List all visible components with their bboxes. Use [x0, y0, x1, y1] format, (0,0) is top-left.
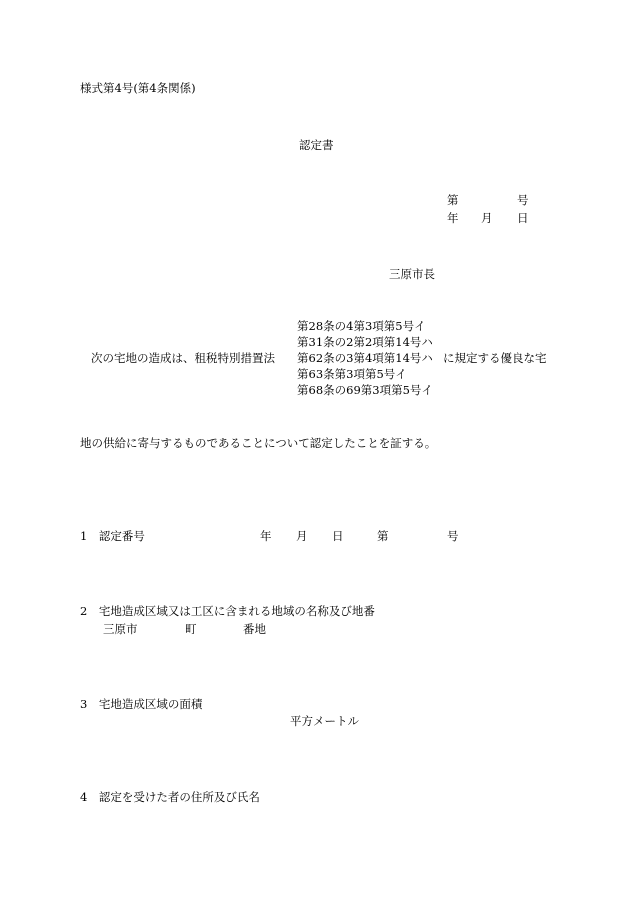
item1-number-prefix: 第 — [377, 529, 389, 543]
item4-label: 4 認定を受けた者の住所及び氏名 — [80, 790, 260, 804]
item1-year: 年 — [260, 529, 272, 543]
form-number: 様式第4号(第4条関係) — [80, 81, 196, 95]
item1-day: 日 — [332, 529, 344, 543]
item2-city: 三原市 — [103, 622, 138, 636]
body-trail: に規定する優良な宅 — [443, 351, 547, 365]
reference-year: 年 — [447, 211, 459, 225]
reference-number-prefix: 第 — [447, 193, 459, 207]
document-title: 認定書 — [299, 138, 334, 152]
reference-number-suffix: 号 — [517, 193, 529, 207]
item3-unit: 平方メートル — [290, 714, 359, 728]
reference-day: 日 — [517, 211, 529, 225]
provision-item: 第28条の4第3項第5号イ — [297, 319, 426, 333]
issuer: 三原市長 — [389, 267, 435, 281]
body-lead: 次の宅地の造成は、租税特別措置法 — [91, 351, 275, 365]
item1-label: 1 認定番号 — [80, 529, 145, 543]
item2-town: 町 — [185, 622, 197, 636]
body-continuation: 地の供給に寄与するものであることについて認定したことを証する。 — [80, 436, 437, 450]
provision-item: 第31条の2第2項第14号ハ — [297, 335, 433, 349]
item1-number-suffix: 号 — [447, 529, 459, 543]
provision-item: 第68条の69第3項第5号イ — [297, 383, 433, 397]
item2-label: 2 宅地造成区域又は工区に含まれる地域の名称及び地番 — [80, 604, 375, 618]
provision-item: 第62条の3第4項第14号ハ — [297, 351, 433, 365]
provision-item: 第63条第3項第5号イ — [297, 367, 407, 381]
item1-month: 月 — [296, 529, 308, 543]
item3-label: 3 宅地造成区域の面積 — [80, 697, 203, 711]
reference-month: 月 — [481, 211, 493, 225]
item2-lot: 番地 — [243, 622, 266, 636]
